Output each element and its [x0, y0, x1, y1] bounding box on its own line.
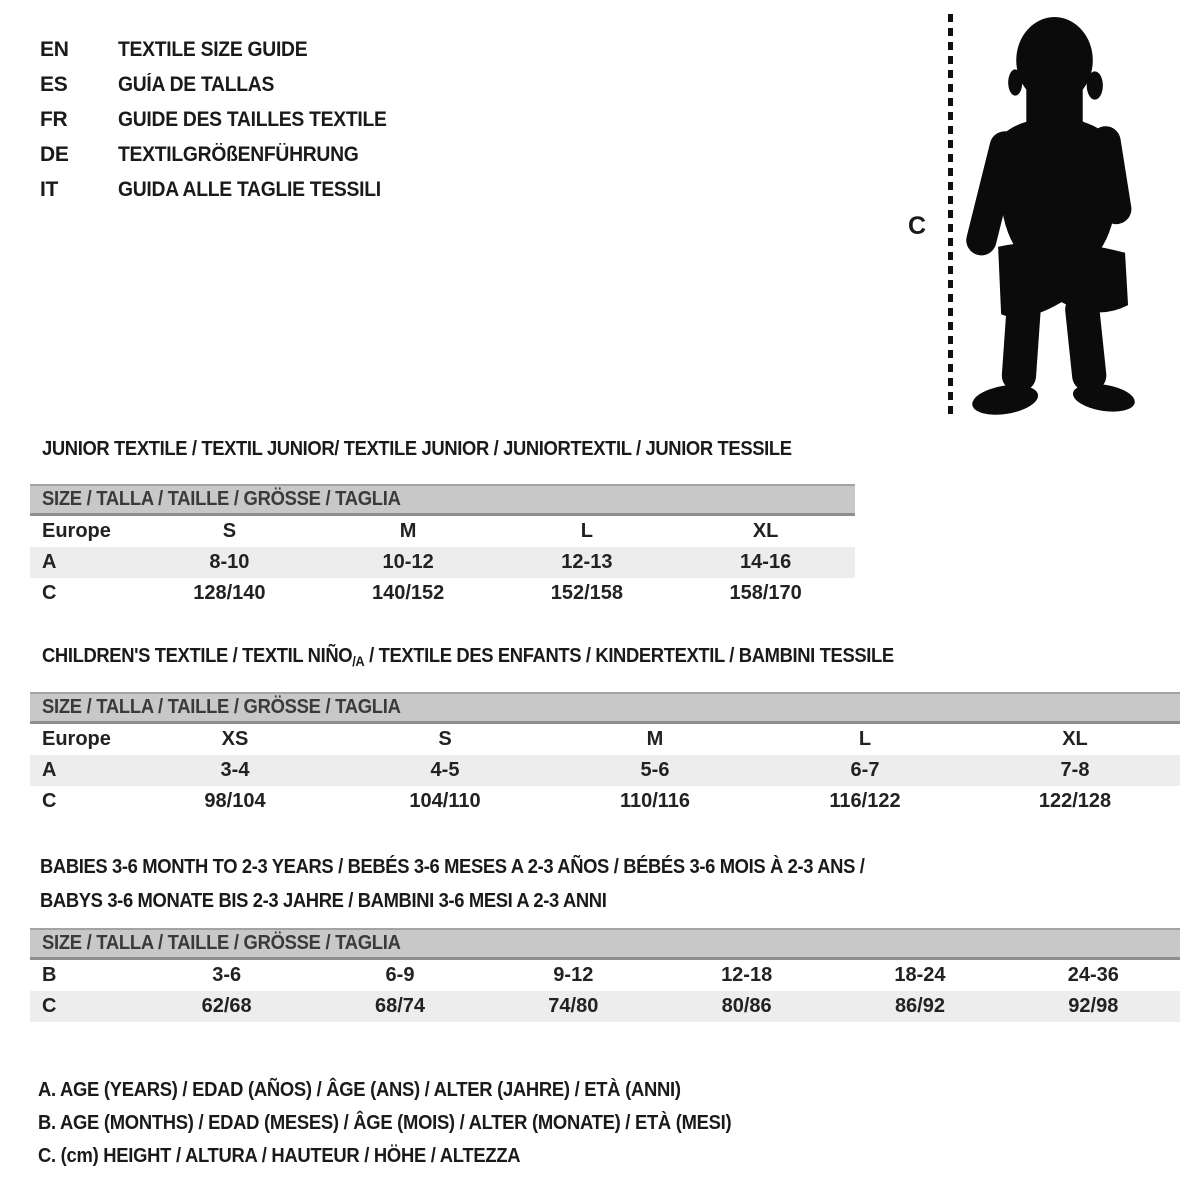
section-title-children-text: [42, 644, 894, 673]
table-cell: 140/152: [371, 582, 445, 604]
column-header: XL: [752, 520, 779, 542]
region-header-row: [30, 724, 1180, 755]
legend-line-b: [38, 1107, 792, 1140]
language-label: TEXTILE SIZE GUIDE: [118, 37, 308, 61]
table-cell: 18-24: [894, 964, 946, 986]
section-title-junior-text: JUNIOR TEXTILE / TEXTIL JUNIOR/ TEXTILE JUNIOR / JUNIORTEXTIL / JUNIOR TESSILE: [42, 438, 792, 460]
table-cell: 104/110: [409, 790, 481, 812]
legend-text: A. AGE (YEARS) / EDAD (AÑOS) / ÂGE (ANS) / ALTER (JAHRE) / ETÀ (ANNI): [38, 1079, 681, 1101]
title-part-pre: CHILDREN'S TEXTILE / TEXTIL NIÑO: [42, 645, 353, 667]
legend-text: B. AGE (MONTHS) / EDAD (MESES) / ÂGE (MOIS) / ALTER (MONATE) / ETÀ (MESI): [38, 1112, 732, 1134]
column-header: S: [438, 728, 452, 750]
language-code: IT: [40, 177, 59, 201]
language-row-it: [40, 172, 410, 207]
size-header-bar: [30, 692, 1180, 724]
legend-text: C. (cm) HEIGHT / ALTURA / HAUTEUR / HÖHE / ALTEZZA: [38, 1145, 521, 1167]
language-list: [40, 32, 410, 207]
table-cell: 152/158: [550, 582, 624, 604]
size-header-text: SIZE / TALLA / TAILLE / GRÖSSE / TAGLIA: [42, 488, 401, 510]
children-size-table: [30, 692, 1180, 817]
language-label: GUÍA DE TALLAS: [118, 72, 275, 96]
language-row-es: [40, 67, 410, 102]
region-label: Europe: [42, 520, 111, 542]
language-row-de: [40, 137, 410, 172]
table-cell: 92/98: [1068, 995, 1119, 1017]
language-row-fr: [40, 102, 410, 137]
table-cell: 80/86: [721, 995, 772, 1017]
column-header: M: [399, 520, 417, 542]
table-cell: 110/116: [619, 790, 691, 812]
size-header-bar: [30, 928, 1180, 960]
section-title-babies-line1: BABIES 3-6 MONTH TO 2-3 YEARS / BEBÉS 3-6 MESES A 2-3 AÑOS / BÉBÉS 3-6 MOIS À 2-3 ANS /: [40, 856, 865, 878]
table-cell: 3-4: [220, 759, 250, 781]
table-row-height: [30, 991, 1180, 1022]
language-code: DE: [40, 142, 69, 166]
section-title-children: [42, 644, 968, 673]
row-label: A: [42, 551, 57, 573]
table-cell: 12-18: [721, 964, 773, 986]
table-cell: 74/80: [548, 995, 599, 1017]
column-header: L: [580, 520, 593, 542]
table-cell: 98/104: [204, 790, 266, 812]
column-header: M: [646, 728, 664, 750]
legend-line-a: [38, 1074, 792, 1107]
table-cell: 86/92: [894, 995, 945, 1017]
babies-size-table: [30, 928, 1180, 1022]
legend: [38, 1074, 792, 1173]
section-title-babies: [40, 850, 936, 918]
row-label: C: [42, 995, 57, 1017]
language-code: ES: [40, 72, 68, 96]
table-cell: 122/128: [1038, 790, 1112, 812]
row-label: C: [42, 582, 57, 604]
table-cell: 158/170: [729, 582, 802, 604]
table-cell: 6-7: [850, 759, 880, 781]
table-cell: 62/68: [201, 995, 252, 1017]
table-row-age: [30, 755, 1180, 786]
toddler-silhouette-icon: [963, 13, 1141, 421]
region-label: Europe: [42, 728, 111, 750]
size-header-text: SIZE / TALLA / TAILLE / GRÖSSE / TAGLIA: [42, 696, 401, 718]
table-cell: 8-10: [209, 551, 250, 573]
table-cell: 12-13: [561, 551, 613, 573]
title-part-sub: /A: [352, 653, 365, 669]
title-part-post: / TEXTILE DES ENFANTS / KINDERTEXTIL / BAMBINI TESSILE: [364, 645, 894, 667]
language-code: EN: [40, 37, 69, 61]
column-header: L: [858, 728, 872, 750]
height-measure-label: C: [908, 212, 927, 240]
region-header-row: [30, 516, 855, 547]
table-cell: 116/122: [829, 790, 901, 812]
language-row-en: [40, 32, 410, 67]
row-label: A: [42, 759, 57, 781]
height-measure-dashed-line: [948, 14, 953, 418]
table-cell: 5-6: [640, 759, 670, 781]
table-row-height: [30, 578, 855, 609]
table-cell: 24-36: [1067, 964, 1119, 986]
row-label: C: [42, 790, 57, 812]
column-header: XL: [1062, 728, 1088, 750]
table-row-height: [30, 786, 1180, 817]
table-cell: 14-16: [740, 551, 792, 573]
table-cell: 6-9: [385, 964, 415, 986]
size-header-bar: [30, 484, 855, 516]
language-label: GUIDE DES TAILLES TEXTILE: [118, 107, 387, 131]
table-cell: 9-12: [553, 964, 594, 986]
section-title-babies-line2: BABYS 3-6 MONATE BIS 2-3 JAHRE / BAMBINI 3-6 MESI A 2-3 ANNI: [40, 890, 607, 912]
table-cell: 68/74: [374, 995, 426, 1017]
size-header-text: SIZE / TALLA / TAILLE / GRÖSSE / TAGLIA: [42, 932, 401, 954]
column-header: S: [222, 520, 237, 542]
table-cell: 3-6: [212, 964, 242, 986]
section-title-junior: [42, 437, 857, 461]
junior-size-table: [30, 484, 855, 609]
table-cell: 128/140: [193, 582, 266, 604]
language-label: TEXTILGRÖßENFÜHRUNG: [118, 142, 359, 166]
row-label: B: [42, 964, 57, 986]
language-code: FR: [40, 107, 68, 131]
table-cell: 10-12: [382, 551, 434, 573]
legend-line-c: [38, 1140, 792, 1173]
column-header: XS: [221, 728, 249, 750]
table-row-age-months: [30, 960, 1180, 991]
table-row-age: [30, 547, 855, 578]
language-label: GUIDA ALLE TAGLIE TESSILI: [118, 177, 381, 201]
table-cell: 7-8: [1060, 759, 1090, 781]
table-cell: 4-5: [430, 759, 460, 781]
